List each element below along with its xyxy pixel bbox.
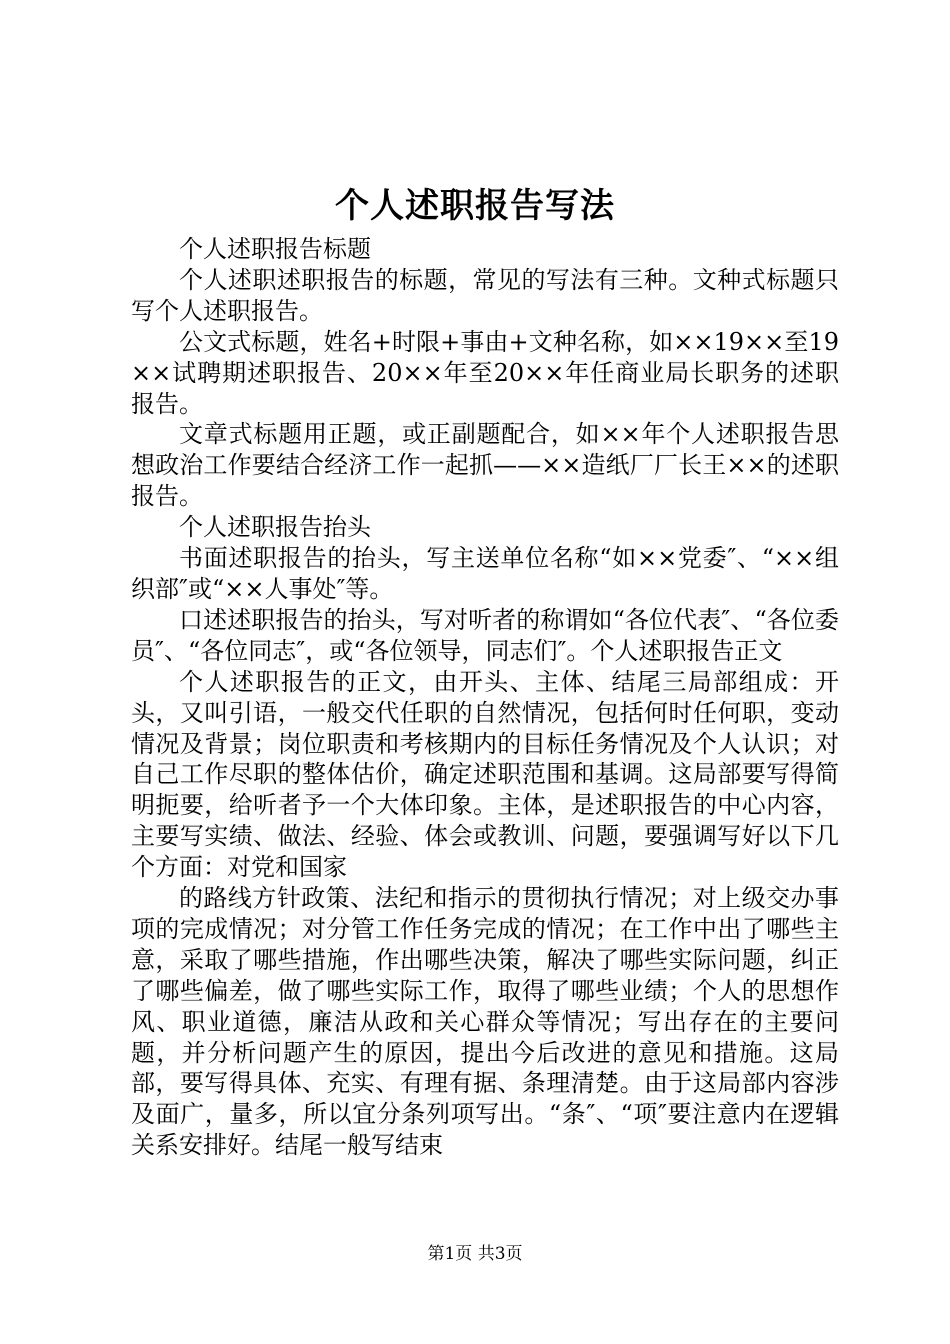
paragraph: 口述述职报告的抬头，写对听者的称谓如“各位代表″、“各位委员″、“各位同志″，或“各位领导，同志们″。个人述职报告正文 (131, 605, 839, 665)
paragraph: 书面述职报告的抬头，写主送单位名称“如××党委″、“××组织部″或“××人事处″等。 (131, 544, 839, 603)
paragraph: 个人述职述职报告的标题，常见的写法有三种。文种式标题只写个人述职报告。 (131, 265, 839, 325)
page-footer: 第1页 共3页 (427, 1244, 523, 1264)
paragraph: 文章式标题用正题，或正副题配合，如××年个人述职报告思想政治工作要结合经济工作一起抓——××造纸厂厂长王××的述职报告。 (131, 420, 839, 511)
paragraph: 个人述职报告标题 (179, 235, 371, 263)
paragraph: 个人述职报告的正文，由开头、主体、结尾三局部组成：开头，又叫引语，一般交代任职的自然情况，包括何时任何职，变动情况及背景；岗位职责和考核期内的目标任务情况及个人认识；对自己工作尽职的整体估价，确定述职范围和基调。这局部要写得简明扼要，给听者予一个大体印象。主体，是述职报告的中心内容，主要写实绩、做法、经验、体会或教训、问题，要强调写好以下几个方面：对党和国家 (131, 667, 839, 882)
paragraph: 公文式标题，姓名+时限+事由+文种名称，如××19××至19××试聘期述职报告、20××年至20××年任商业局长职务的述职报告。 (131, 327, 839, 418)
document-body (131, 234, 839, 1161)
paragraph: 的路线方针政策、法纪和指示的贯彻执行情况；对上级交办事项的完成情况；对分管工作任务完成的情况；在工作中出了哪些主意，采取了哪些措施，作出哪些决策，解决了哪些实际问题，纠正了哪些偏差，做了哪些实际工作，取得了哪些业绩；个人的思想作风、职业道德，廉洁从政和关心群众等情况；写出存在的主要问题，并分析问题产生的原因，提出今后改进的意见和措施。这局部，要写得具体、充实、有理有据、条理清楚。由于这局部内容涉及面广，量多，所以宜分条列项写出。“条″、“项″要注意内在逻辑关系安排好。结尾一般写结束 (131, 884, 839, 1160)
paragraph: 个人述职报告抬头 (179, 513, 371, 542)
document-title: 个人述职报告写法 (335, 186, 615, 226)
